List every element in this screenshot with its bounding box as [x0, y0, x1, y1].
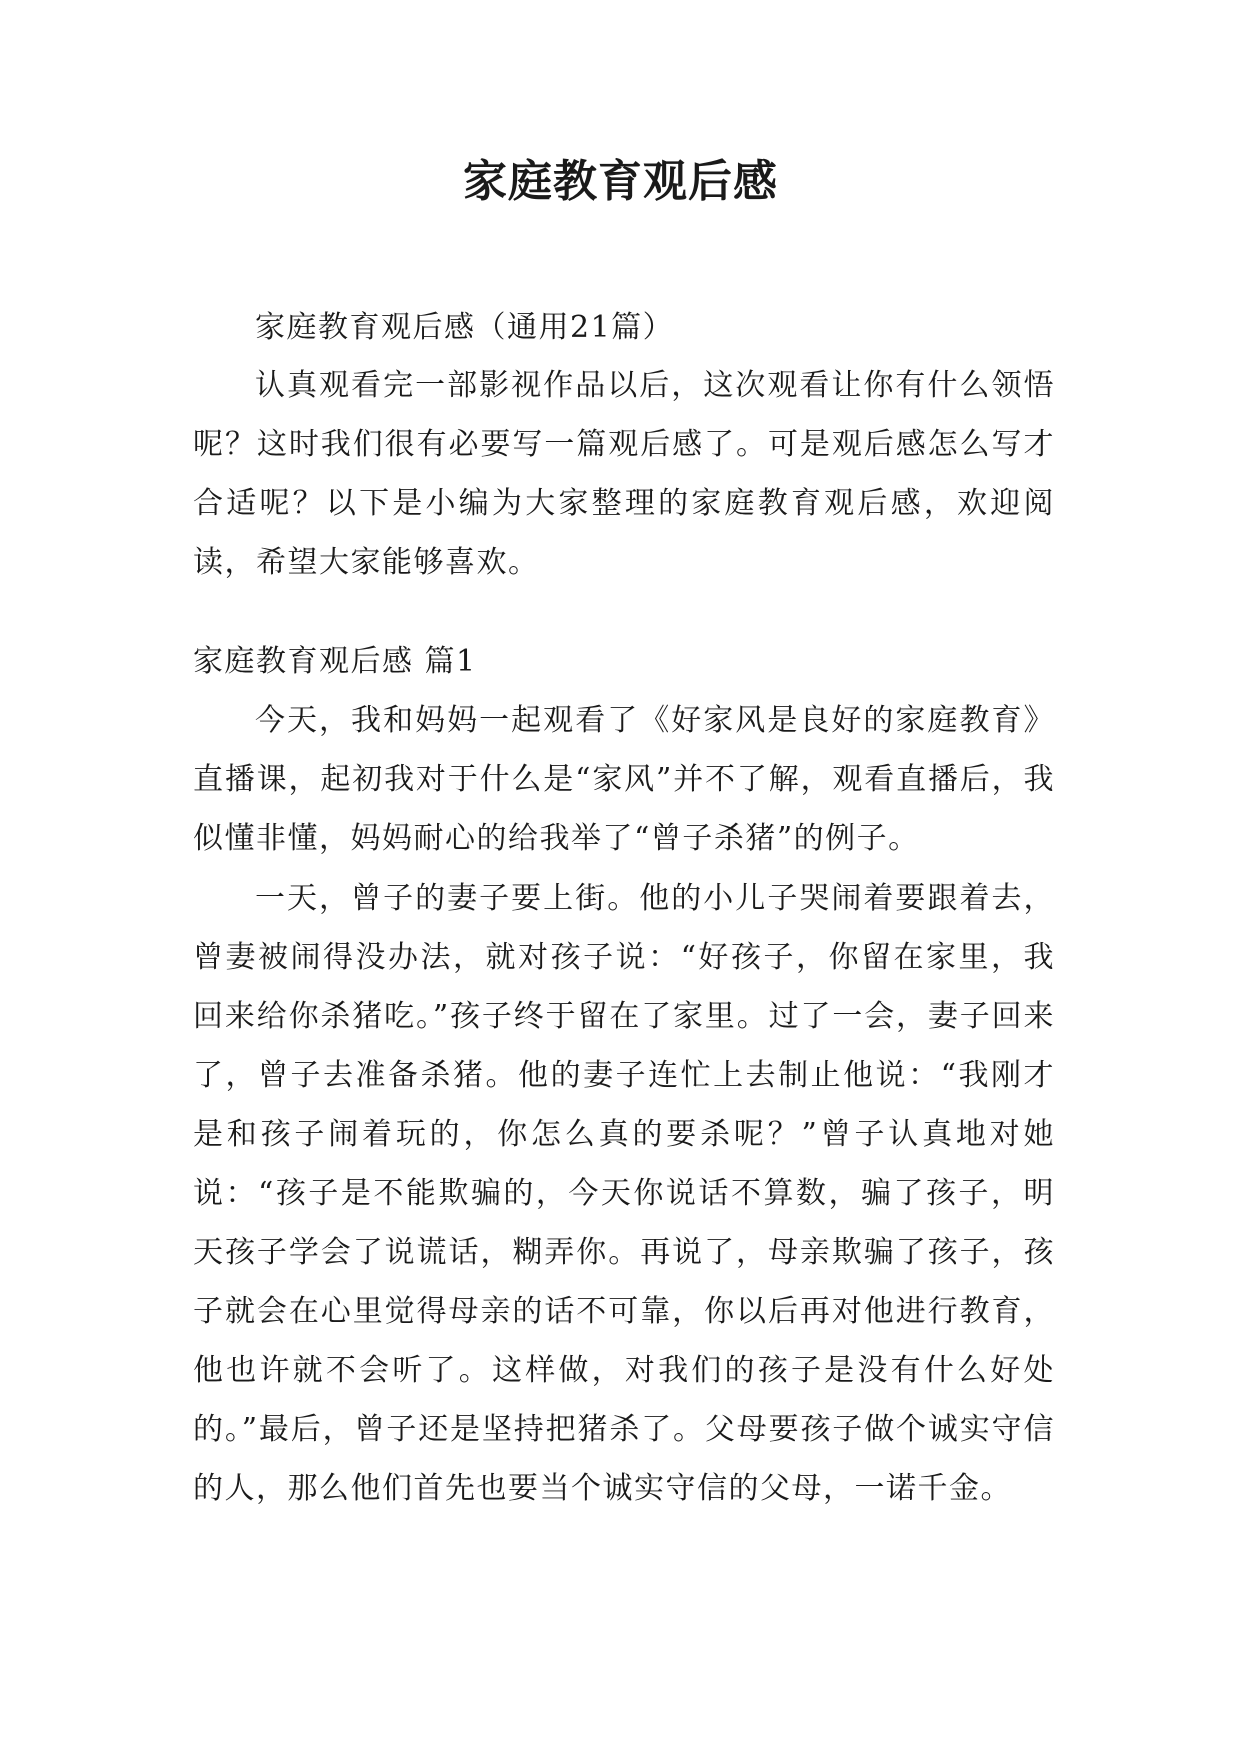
intro-paragraph: 认真观看完一部影视作品以后，这次观看让你有什么领悟呢？这时我们很有必要写一篇观后感了。可是观后感怎么写才合适呢？以下是小编为大家整理的家庭教育观后感，欢迎阅读，希望大家能够喜欢。 — [193, 368, 1055, 580]
document-title: 家庭教育观后感 — [463, 156, 778, 207]
document-subtitle: 家庭教育观后感（通用21篇） — [255, 310, 675, 345]
section-heading: 家庭教育观后感 篇1 — [193, 644, 477, 679]
section-paragraph-1: 今天，我和妈妈一起观看了《好家风是良好的家庭教育》直播课，起初我对于什么是“家风”并不了解，观看直播后，我似懂非懂，妈妈耐心的给我举了“曾子杀猪”的例子。 — [193, 703, 1055, 856]
section-paragraph-2: 一天，曾子的妻子要上街。他的小儿子哭闹着要跟着去，曾妻被闹得没办法，就对孩子说：“好孩子，你留在家里，我回来给你杀猪吃。”孩子终于留在了家里。过了一会，妻子回来了，曾子去准备杀猪。他的妻子连忙上去制止他说：“我刚才是和孩子闹着玩的，你怎么真的要杀呢？”曾子认真地对她说：“孩子是不能欺骗的，今天你说话不算数，骗了孩子，明天孩子学会了说谎话，糊弄你。再说了，母亲欺骗了孩子，孩子就会在心里觉得母亲的话不可靠，你以后再对他进行教育，他也许就不会听了。这样做，对我们的孩子是没有什么好处的。”最后，曾子还是坚持把猪杀了。父母要孩子做个诚实守信的人，那么他们首先也要当个诚实守信的父母，一诺千金。 — [193, 881, 1055, 1506]
